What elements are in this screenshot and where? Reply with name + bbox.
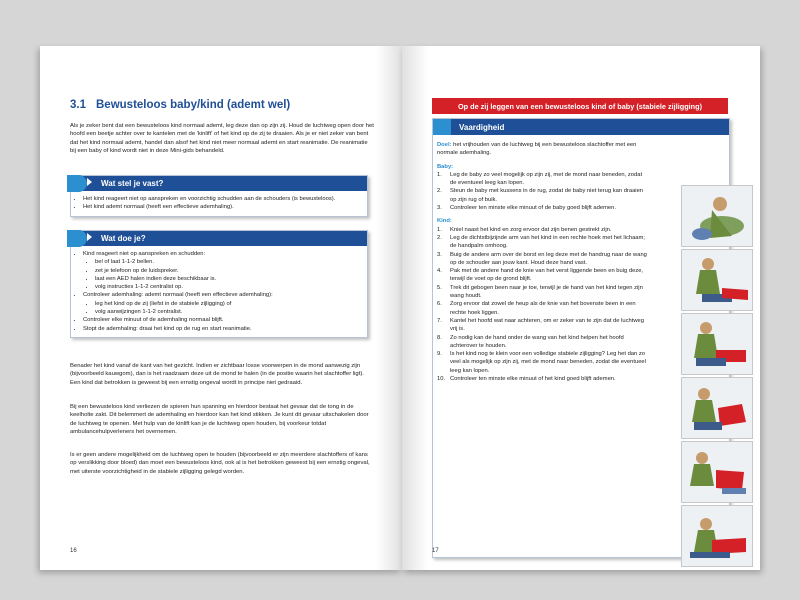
- intro-paragraph: Als je zeker bent dat een bewusteloos kind normaal ademt, leg deze dan op zijn zij. Houd de luchtweg open door het hoofd een beetje achter over te kantelen met de 'kinlift' of het kind op de zij te draaien. Als je er niet zeker van bent dat het kind normaal ademt, handel dan alsof het kind niet meer normaal ademt en start reanimatie. De reanimatie bij een baby of kind wordt niet in deze Mini-gids behandeld.: [70, 123, 374, 154]
- kind-heading: Kind:: [437, 218, 452, 225]
- step-item: 5. Trek dit gebogen been naar je toe, terwijl je de hand van het kind tegen zijn wang houdt.: [437, 284, 643, 300]
- page-number: 17: [432, 548, 439, 554]
- step-item: 7. Kantel het hoofd wat naar achteren, om er zeker van te zijn dat de luchtweg vrij is.: [437, 317, 644, 333]
- observation-box-title: Wat stel je vast?: [101, 179, 164, 188]
- procedure-banner: Op de zij leggen van een bewusteloos kind of baby (stabiele zijligging): [432, 98, 728, 114]
- step-item: 1. Leg de baby zo veel mogelijk op zijn zij, met de mond naar beneden, zodat de eventueel leeg kan lopen.: [437, 171, 643, 187]
- page-gutter-shadow: [402, 46, 428, 570]
- paragraph: Is er geen andere mogelijkheid om de luchtweg open te houden (bijvoorbeeld er zijn meerdere slachtoffers of kans op verslikking door bloed) dan moet een bewusteloos kind, ook al is het betrokken geweest bij een ernstig ongeval, met uiterste voorzichtigheid in de stabiele zijligging gelegd worden.: [70, 452, 370, 475]
- step-item: 4. Pak met de andere hand de knie van het verst liggende been en buig deze, terwijl de voet op de grond blijft.: [437, 268, 644, 283]
- kind-steps: [437, 226, 647, 384]
- skill-header: [433, 119, 729, 135]
- step-item: 6. Zorg ervoor dat zowel de heup als de knie van het bovenste been in een rechte hoek liggen.: [437, 301, 636, 316]
- skill-title: Vaardigheid: [459, 122, 505, 132]
- list-item: • Het kind ademt normaal (heeft een effectieve ademhaling).: [83, 203, 367, 211]
- step-item: 1. Kniel naast het kind en zorg ervoor dat zijn benen gestrekt zijn.: [437, 226, 612, 233]
- observation-list: [71, 195, 367, 212]
- right-page: [402, 46, 760, 570]
- sub-list-item: • zet je telefoon op de luidspreker.: [95, 267, 367, 275]
- list-item: • Controleer ademhaling: ademt normaal (heeft een effectieve ademhaling): • leg het kind op de zij (liefst in de stabiele zijligging) of • volg aanwijzingen 1-1-2 centralist.: [83, 291, 367, 316]
- sub-list-item: • leg het kind op de zij (liefst in de stabiele zijligging) of: [95, 300, 367, 308]
- sub-list-item: • volg instructies 1-1-2 centralist op.: [95, 283, 367, 291]
- skill-header-accent: [433, 119, 451, 135]
- section-number: 3.1: [70, 99, 86, 111]
- list-item: • Stopt de ademhaling: draai het kind op de rug en start reanimatie.: [83, 325, 367, 333]
- skill-box: [432, 118, 730, 558]
- list-item: • Kind reageert niet op aanspreken en schudden: • bel of laat 1-1-2 bellen. • zet je telefoon op de luidspreker. • laat een AED halen indien deze beschikbaar is. • volg instructies 1-1-2 centralist op.: [83, 250, 367, 291]
- observation-box: [70, 175, 368, 217]
- page-number: 16: [70, 548, 77, 554]
- skill-instructions: [437, 141, 647, 383]
- list-item: • Controleer elke minuut of de ademhaling normaal blijft.: [83, 316, 367, 324]
- illustration-step: [681, 505, 753, 567]
- step-item: 2. Steun de baby met kussens in de rug, zodat de baby niet terug kan draaien op zijn rug of buik.: [437, 188, 644, 203]
- info-badge-icon: [67, 175, 87, 192]
- illustration-step: [681, 313, 753, 375]
- sub-list-item: • bel of laat 1-1-2 bellen.: [95, 258, 367, 266]
- section-title-text: Bewusteloos baby/kind (ademt wel): [96, 99, 291, 111]
- list-item: • Het kind reageert niet op aanspreken en voorzichtig schudden aan de schouders (is bewusteloos).: [83, 195, 367, 203]
- info-badge-icon: [67, 230, 87, 247]
- goal-text: Doel: het vrijhouden van de luchtweg bij een bewusteloos slachtoffer met een normale ademhaling.: [437, 142, 637, 157]
- section-title: [70, 99, 290, 111]
- step-item: 8. Zo nodig kan de hand onder de wang van het kind helpen het hoofd achterover te houden.: [437, 334, 624, 349]
- action-box-header: [71, 231, 367, 246]
- illustration-step: [681, 377, 753, 439]
- illustration-baby-side: [681, 185, 753, 247]
- left-page: [40, 46, 402, 570]
- baby-heading: Baby:: [437, 163, 454, 170]
- step-item: 2. Leg de dichtstbijzijnde arm van het kind in een rechte hoek met het lichaam; de handpalm omhoog.: [437, 234, 645, 250]
- observation-box-header: [71, 176, 367, 191]
- baby-steps: [437, 171, 647, 212]
- sub-list-item: • volg aanwijzingen 1-1-2 centralist.: [95, 308, 367, 316]
- step-item: 9. Is het kind nog te klein voor een volledige stabiele zijligging? Leg het dan zo veel als mogelijk op zijn zij, met de mond naar beneden, zodat die eventueel leeg kan lopen.: [437, 351, 646, 374]
- step-item: 3. Buig de andere arm over de borst en leg deze met de handrug naar de wang op de schouder aan jouw kant. Houd deze hand vast.: [437, 251, 647, 266]
- paragraph: Benader het kind vanaf de kant van het gezicht. Indien er zichtbaar losse voorwerpen in de mond aanwezig zijn (bijvoorbeeld kauwgom), dan is het raadzaam deze uit de mond te halen (in de positie waarin het slachtoffer ligt). Een kind dat betrokken is geweest bij een ernstig ongeval wordt in principe niet gedraaid.: [70, 363, 364, 386]
- illustration-step: [681, 441, 753, 503]
- step-item: 3. Controleer ten minste elke minuut of de baby goed blijft ademen.: [437, 205, 616, 212]
- paragraph: Bij een bewusteloos kind verliezen de spieren hun spanning en hierdoor bestaat het gevaar dat de tong in de keelholte zakt. Dit belemmert de ademhaling en hierdoor kan het kind stikken. Je kunt dit gevaar uitschakelen door de luchtweg te openen. Met hulp van de kinlift kan je de luchtweg open houden, bij voorkeur totdat ambulancehulpverleners het overnemen.: [70, 404, 369, 435]
- step-item: 10. Controleer ten minste elke minuut of het kind goed blijft ademen.: [437, 376, 616, 383]
- action-list: [71, 250, 367, 333]
- page-gutter-shadow: [376, 46, 402, 570]
- action-box-title: Wat doe je?: [101, 234, 146, 243]
- action-box: [70, 230, 368, 338]
- illustration-step: [681, 249, 753, 311]
- sub-list-item: • laat een AED halen indien deze beschikbaar is.: [95, 275, 367, 283]
